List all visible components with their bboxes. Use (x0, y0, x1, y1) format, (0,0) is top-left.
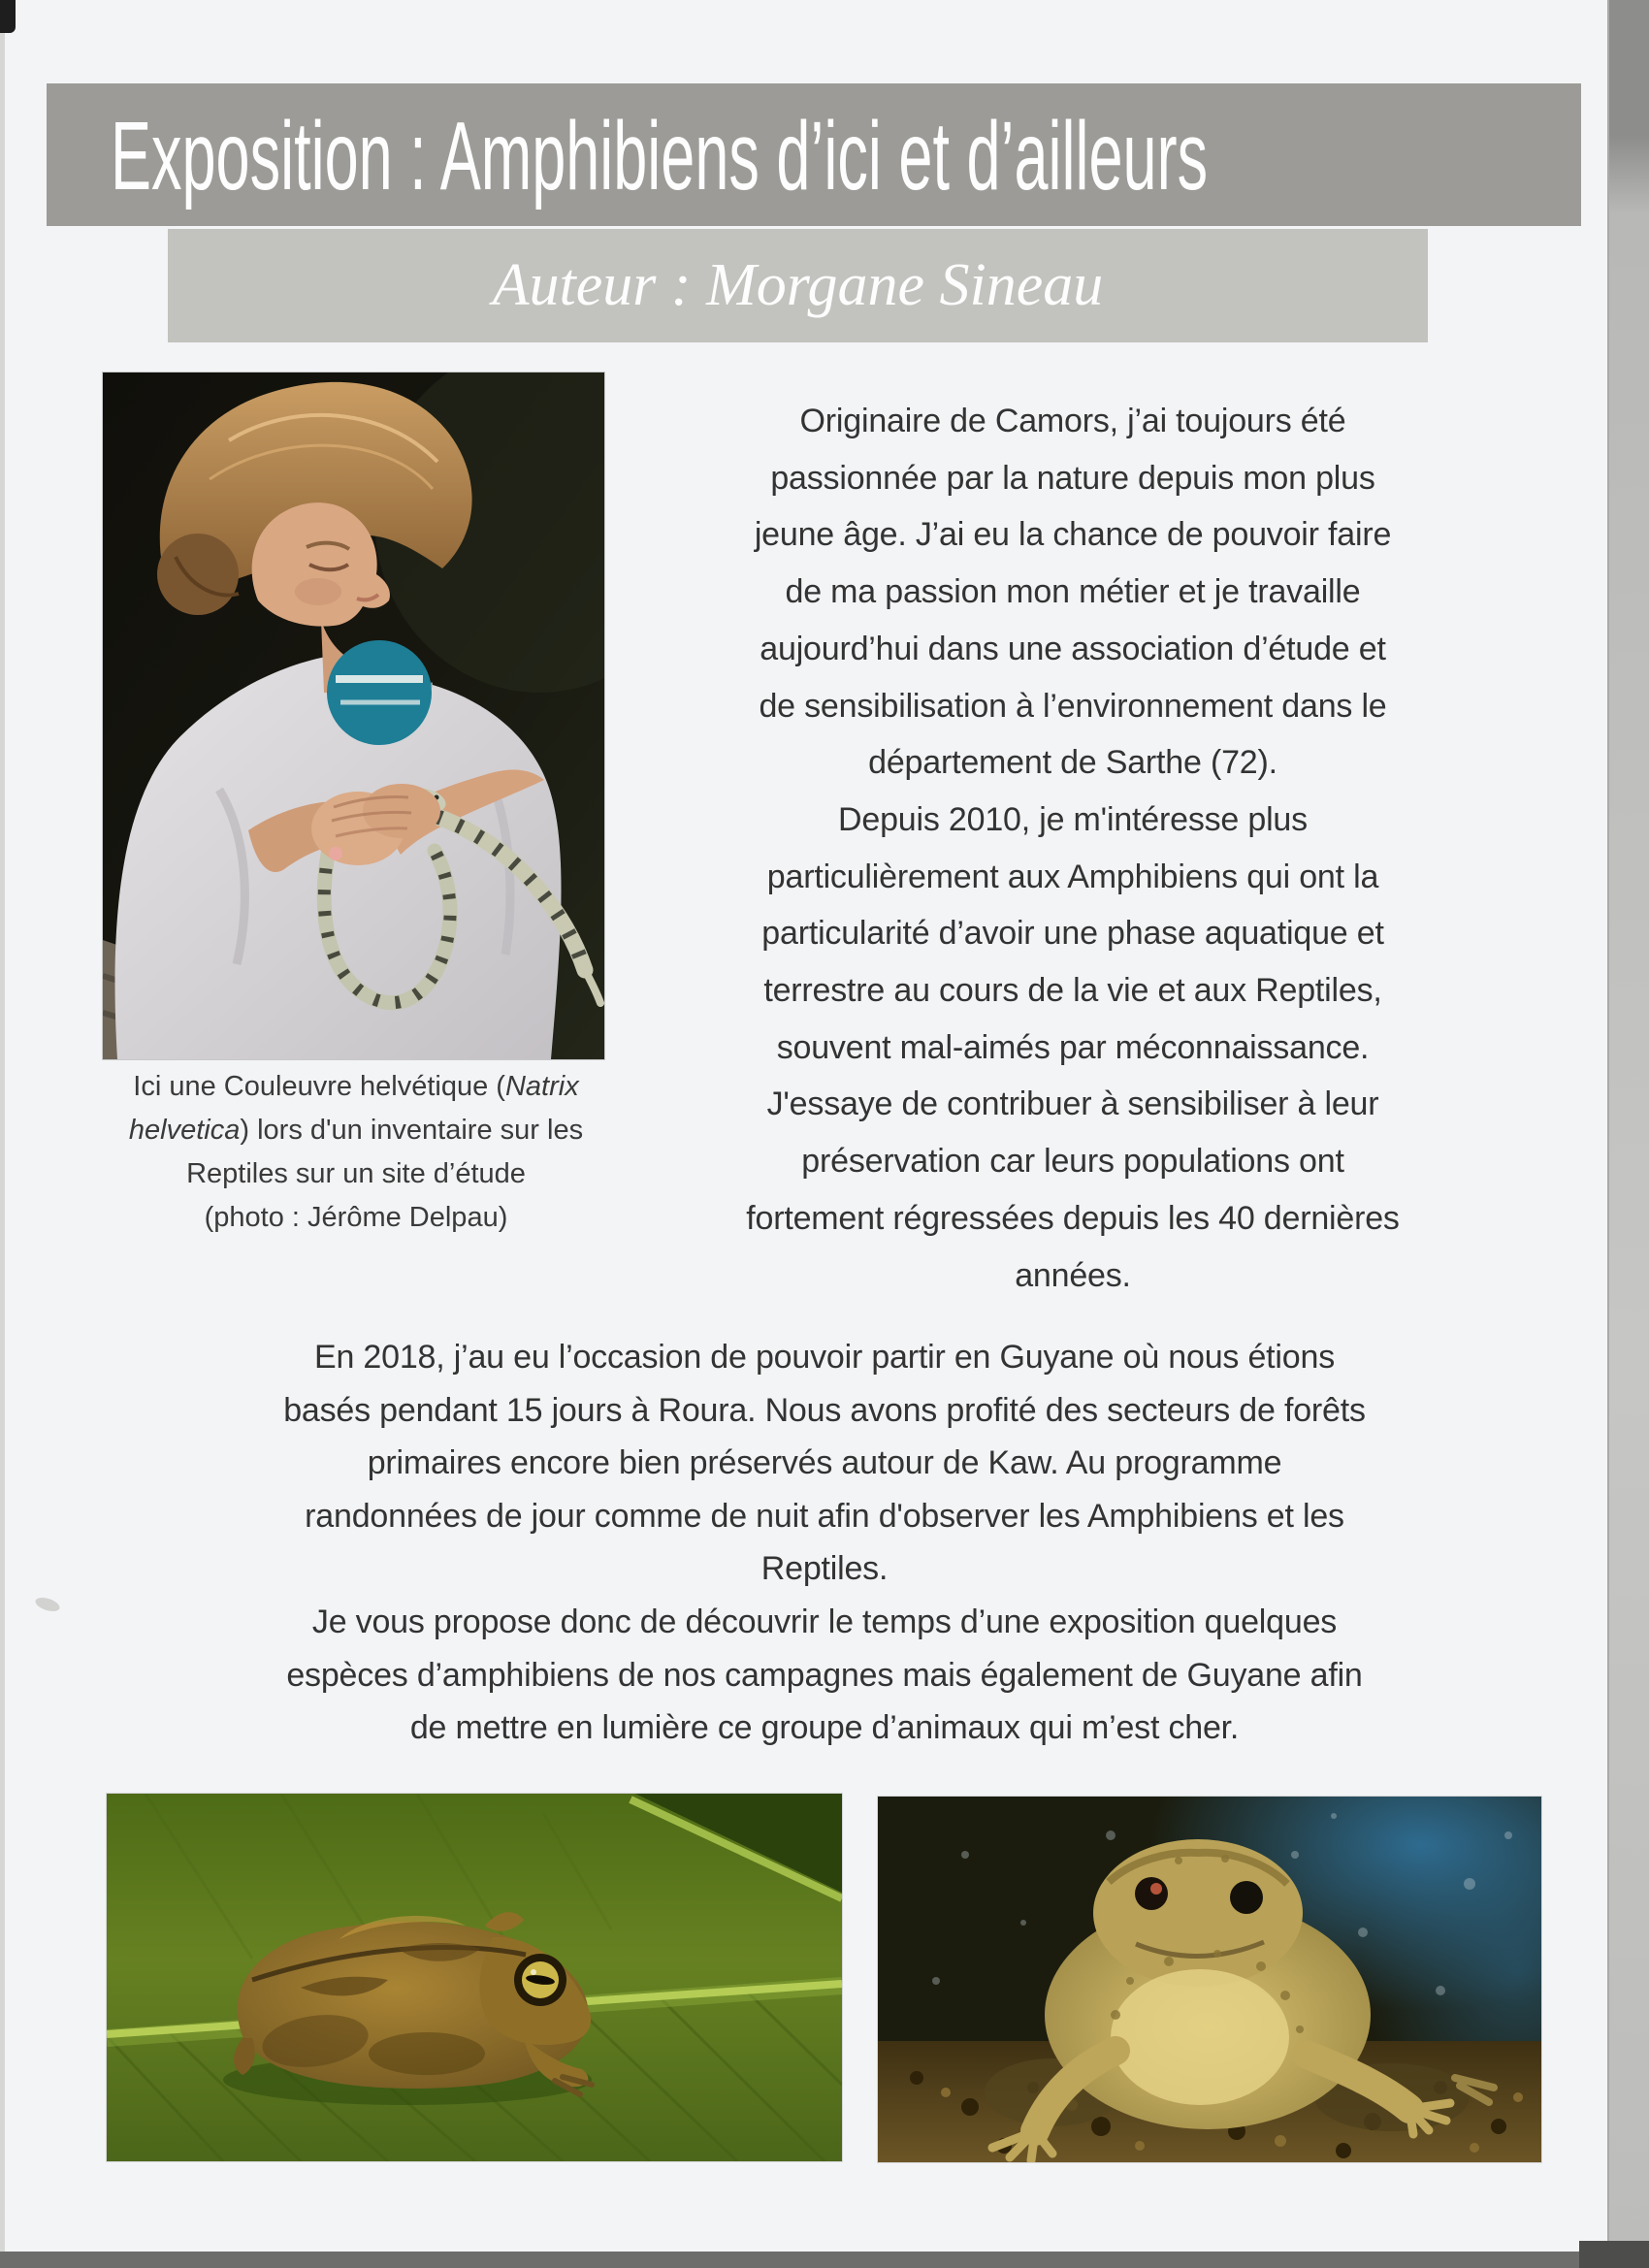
scan-bottom-edge (0, 2252, 1649, 2268)
caption-line: Reptiles sur un site d’étude (186, 1158, 526, 1189)
text-line: souvent mal-aimés par méconnaissance. (776, 1028, 1370, 1066)
scan-corner-mark (0, 0, 16, 33)
text-line: Je vous propose donc de découvrir le temps d’une exposition quelques (311, 1603, 1338, 1640)
page-title: Exposition : Amphibiens d’ici et d’ailleurs (111, 102, 1209, 211)
text-line: terrestre au cours de la vie et aux Reptiles, (763, 972, 1382, 1010)
text-line: jeune âge. J’ai eu la chance de pouvoir faire (754, 516, 1392, 554)
text-line: Reptiles. (760, 1550, 889, 1588)
scan-speck (34, 1595, 61, 1613)
text-line: randonnées de jour comme de nuit afin d'observer les Amphibiens et les (305, 1497, 1344, 1535)
frog-eye (514, 1954, 566, 2006)
text-line: espèces d’amphibiens de nos campagnes mais également de Guyane afin (286, 1656, 1363, 1694)
text-line: En 2018, j’au eu l’occasion de pouvoir partir en Guyane où nous étions (313, 1339, 1336, 1376)
text-line: préservation car leurs populations ont (801, 1143, 1344, 1181)
text-line: de ma passion mon métier et je travaille (785, 573, 1361, 611)
text-line: de sensibilisation à l’environnement dans le (759, 687, 1387, 725)
text-line: basés pendant 15 jours à Roura. Nous avons profité des secteurs de forêts (283, 1391, 1366, 1429)
text-line: particulièrement aux Amphibiens qui ont la (766, 858, 1379, 895)
frog-photo (107, 1794, 842, 2161)
text-line: département de Sarthe (72). (868, 744, 1277, 782)
tshirt-logo (327, 640, 432, 745)
text-line: particularité d’avoir une phase aquatique et (761, 915, 1384, 953)
scan-right-edge (1607, 0, 1649, 2268)
text-line: Originaire de Camors, j’ai toujours été (799, 403, 1346, 439)
trip-paragraph (82, 1331, 1567, 1755)
text-line: de mettre en lumière ce groupe d’animaux qui m’est cher. (409, 1709, 1240, 1747)
text-line: Depuis 2010, je m'intéresse plus (838, 800, 1308, 838)
text-line: années. (1015, 1256, 1131, 1294)
text-line: primaires encore bien préservés autour de Kaw. Au programme (367, 1444, 1282, 1482)
tree-frog-on-banana-leaf-photo (107, 1794, 842, 2161)
caption-line: Ici une Couleuvre helvétique (Natrix (133, 1071, 579, 1102)
photo-caption (84, 1065, 628, 1240)
author-photo (103, 373, 604, 1059)
toad-underwater-photo (878, 1797, 1541, 2162)
author-banner (168, 229, 1428, 342)
scan-left-edge (0, 0, 5, 2268)
title-banner (47, 83, 1581, 226)
woman-holding-grass-snake-photo (103, 373, 604, 1059)
text-line: fortement régressées depuis les 40 dernières (746, 1199, 1400, 1237)
text-line: aujourd’hui dans une association d’étude et (760, 630, 1386, 667)
bio-paragraph (630, 393, 1515, 1304)
text-line: J'essaye de contribuer à sensibiliser à leur (766, 1085, 1379, 1123)
caption-line: (photo : Jérôme Delpau) (204, 1202, 508, 1233)
toad-photo (878, 1797, 1541, 2162)
caption-line: helvetica) lors d'un inventaire sur les (128, 1115, 584, 1146)
scan-bottom-corner (1579, 2241, 1649, 2268)
author-name: Auteur : Morgane Sineau (492, 252, 1104, 318)
text-line: passionnée par la nature depuis mon plus (770, 459, 1375, 497)
